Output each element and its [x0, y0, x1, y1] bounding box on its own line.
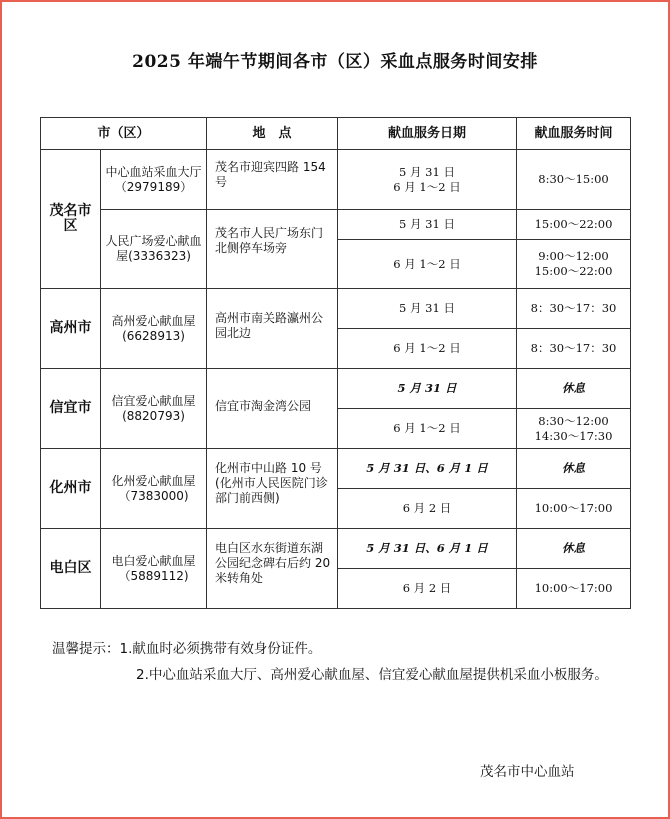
station-cell: 中心血站采血大厅（2979189）: [101, 150, 207, 210]
schedule-table: [40, 117, 631, 609]
time-line: 8:30～12:00: [538, 413, 609, 428]
address-cell: 茂名市人民广场东门北侧停车场旁: [207, 210, 338, 289]
city-cell: 茂名市区: [41, 150, 101, 289]
note-line-2: 2.中心血站采血大厅、高州爱心献血屋、信宜爱心献血屋提供机采血小板服务。: [136, 667, 608, 683]
header-date: 献血服务日期: [338, 118, 517, 150]
date-cell: 5 月 31 日: [338, 369, 517, 409]
time-line: 14:30～17:30: [534, 428, 613, 443]
signature: 茂名市中心血站: [480, 764, 575, 780]
address-cell: 高州市南关路瀛州公园北边: [207, 289, 338, 369]
time-line: 15:00～22:00: [534, 264, 613, 278]
station-cell: 化州爱心献血屋（7383000): [101, 449, 207, 529]
time-cell: [517, 409, 631, 449]
city-cell: 化州市: [41, 449, 101, 529]
note-line-1: 温馨提示：1.献血时必须携带有效身份证件。: [52, 641, 322, 657]
time-cell: 8：30～17：30: [517, 329, 631, 369]
time-cell: [517, 240, 631, 289]
address-cell: 信宜市淘金湾公园: [207, 369, 338, 449]
date-cell: 5 月 31 日: [338, 289, 517, 329]
table-row: [41, 210, 631, 240]
date-line: 6 月 1～2 日: [393, 179, 461, 194]
table-row: [41, 529, 631, 569]
time-cell: 8:30～15:00: [517, 150, 631, 210]
notes-block: [52, 636, 622, 688]
header-time: 献血服务时间: [517, 118, 631, 150]
time-cell: 15:00～22:00: [517, 210, 631, 240]
table-row: [41, 369, 631, 409]
time-cell: 休息: [517, 369, 631, 409]
date-line: 5 月 31 日: [399, 164, 455, 179]
date-cell: [338, 150, 517, 210]
date-cell: 5 月 31 日、6 月 1 日: [338, 529, 517, 569]
date-cell: 5 月 31 日: [338, 210, 517, 240]
date-cell: 6 月 1～2 日: [338, 240, 517, 289]
page-title: 2025 年端午节期间各市（区）采血点服务时间安排: [132, 52, 538, 72]
time-cell: 10:00～17:00: [517, 569, 631, 609]
date-cell: 6 月 2 日: [338, 569, 517, 609]
table-row: [41, 289, 631, 329]
time-line: 9:00～12:00: [538, 249, 609, 263]
date-cell: 6 月 1～2 日: [338, 409, 517, 449]
time-cell: 8：30～17：30: [517, 289, 631, 329]
header-city: 市（区）: [41, 118, 207, 150]
city-cell: 信宜市: [41, 369, 101, 449]
time-cell: 10:00～17:00: [517, 489, 631, 529]
date-cell: 6 月 1～2 日: [338, 329, 517, 369]
table-row: [41, 150, 631, 210]
date-cell: 6 月 2 日: [338, 489, 517, 529]
date-cell: 5 月 31 日、6 月 1 日: [338, 449, 517, 489]
address-cell: 电白区水东街道东湖公园纪念碑右后约 20 米转角处: [207, 529, 338, 609]
station-cell: 高州爱心献血屋(6628913): [101, 289, 207, 369]
address-cell: 茂名市迎宾四路 154 号: [207, 150, 338, 210]
header-row: [41, 118, 631, 150]
time-cell: 休息: [517, 449, 631, 489]
station-cell: 人民广场爱心献血屋(3336323): [101, 210, 207, 289]
station-cell: 信宜爱心献血屋(8820793): [101, 369, 207, 449]
address-cell: 化州市中山路 10 号(化州市人民医院门诊部门前西侧): [207, 449, 338, 529]
city-cell: 电白区: [41, 529, 101, 609]
station-cell: 电白爱心献血屋（5889112): [101, 529, 207, 609]
table-row: [41, 449, 631, 489]
city-cell: 高州市: [41, 289, 101, 369]
time-cell: 休息: [517, 529, 631, 569]
header-location: 地 点: [207, 118, 338, 150]
